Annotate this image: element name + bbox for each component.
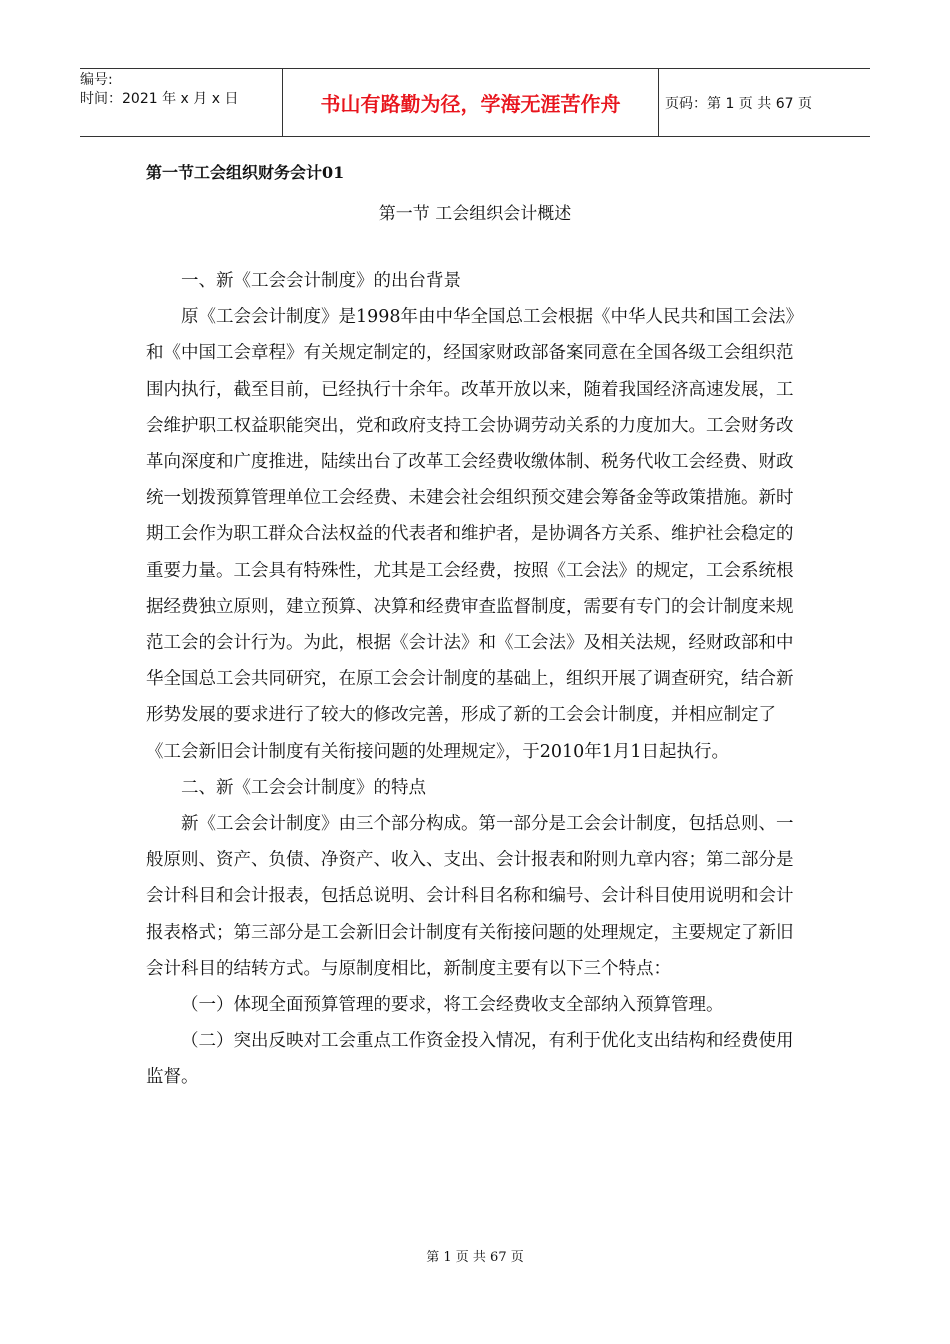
- header-motto: 书山有路勤为径，学海无涯苦作舟: [282, 69, 659, 136]
- feature-item-1: （一）体现全面预算管理的要求，将工会经费收支全部纳入预算管理。: [181, 995, 724, 1016]
- header-page-info: [665, 69, 870, 136]
- document-body: [146, 263, 806, 1096]
- document-title: 第一节工会组织财务会计01: [146, 163, 345, 182]
- page-footer: 第 1 页 共 67 页: [426, 1250, 524, 1265]
- header-page-info-text: 页码：第 1 页 共 67 页: [665, 95, 812, 112]
- header-date: 时间：2021 年 x 月 x 日: [80, 91, 239, 107]
- feature-item-2: （二）突出反映对工会重点工作资金投入情况，有利于优化支出结构和经费使用监督。: [146, 1031, 794, 1088]
- paragraph-background: 原《工会会计制度》是1998年由中华全国总工会根据《中华人民共和国工会法》和《中国工会章程》有关规定制定的，经国家财政部备案同意在全国各级工会组织范围内执行，截至目前，已经执行十余年。改革开放以来，随着我国经济高速发展，工会维护职工权益职能突出，党和政府支持工会协调劳动关系的力度加大。工会财务改革向深度和广度推进，陆续出台了改革工会经费收缴体制、税务代收工会经费、财政统一划拨预算管理单位工会经费、未建会社会组织预交建会筹备金等政策措施。新时期工会作为职工群众合法权益的代表者和维护者，是协调各方关系、维护社会稳定的重要力量。工会具有特殊性，尤其是工会经费，按照《工会法》的规定，工会系统根据经费独立原则，建立预算、决算和经费审查监督制度，需要有专门的会计制度来规范工会的会计行为。为此，根据《会计法》和《工会法》及相关法规，经财政部和中华全国总工会共同研究，在原工会会计制度的基础上，组织开展了调查研究，结合新形势发展的要求进行了较大的修改完善，形成了新的工会会计制度，并相应制定了《工会新旧会计制度有关衔接问题的处理规定》，于2010年1月1日起执行。: [146, 307, 804, 762]
- header-meta: [80, 69, 282, 138]
- paragraph-features: 新《工会会计制度》由三个部分构成。第一部分是工会会计制度，包括总则、一般原则、资产、负债、净资产、收入、支出、会计报表和附则九章内容；第二部分是会计科目和会计报表，包括总说明、会计科目名称和编号、会计科目使用说明和会计报表格式；第三部分是工会新旧会计制度有关衔接问题的处理规定，主要规定了新旧会计科目的结转方式。与原制度相比，新制度主要有以下三个特点：: [146, 814, 794, 979]
- heading-background: 一、新《工会会计制度》的出台背景: [181, 271, 461, 291]
- heading-features: 二、新《工会会计制度》的特点: [181, 777, 426, 798]
- header-code-label: 编号:: [80, 72, 113, 88]
- section-title: 第一节 工会组织会计概述: [378, 204, 572, 224]
- page-header: [80, 68, 870, 137]
